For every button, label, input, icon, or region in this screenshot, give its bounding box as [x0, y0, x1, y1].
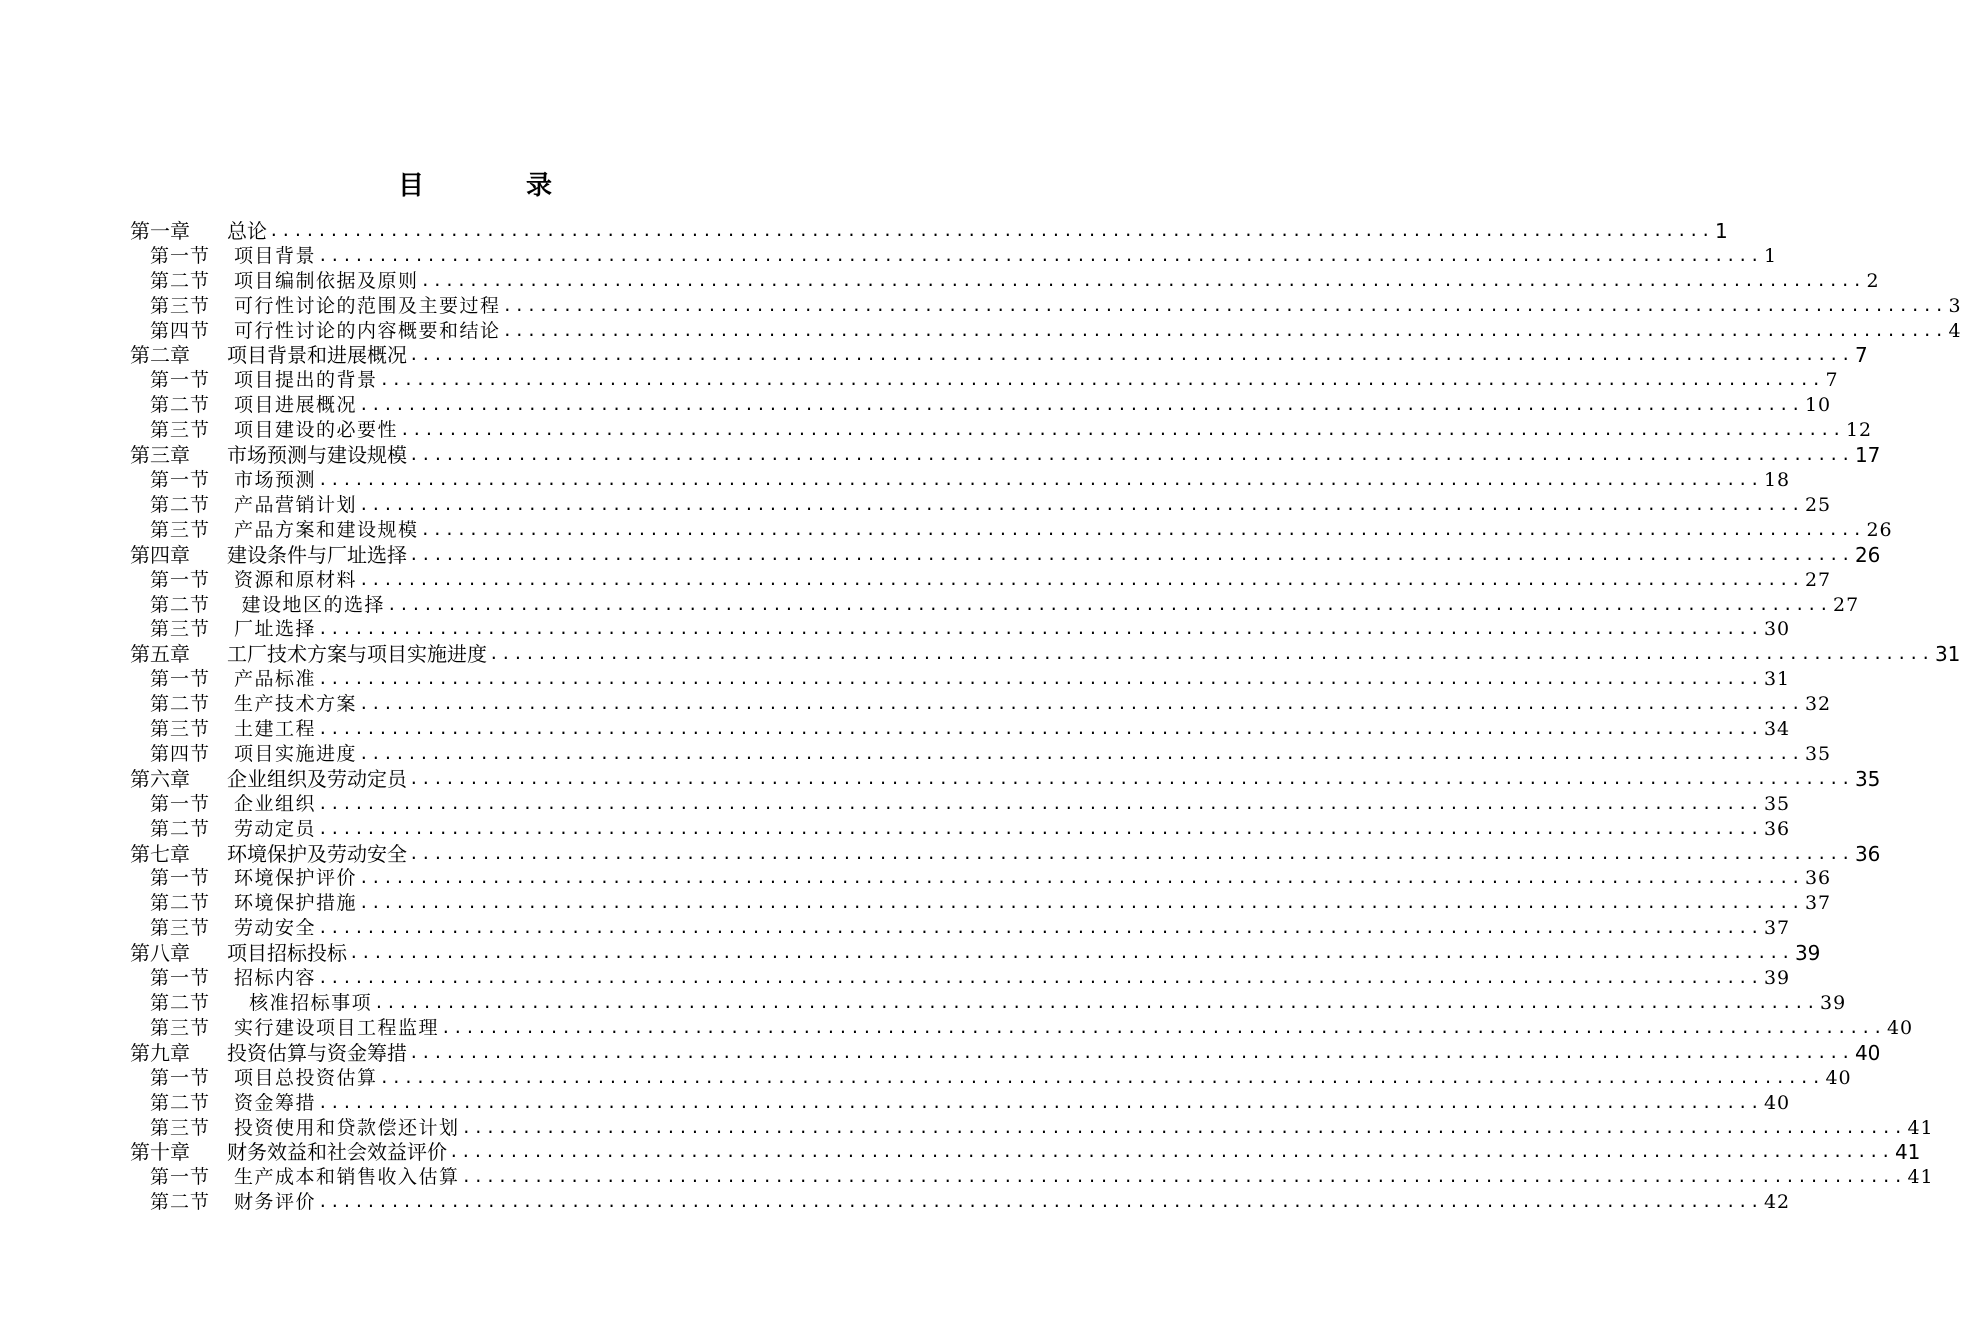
section-number: 第三节 [150, 718, 211, 741]
toc-entry-label [150, 269, 419, 293]
table-of-contents [130, 218, 1962, 1214]
section-title: 可行性讨论的范围及主要过程 [234, 294, 501, 317]
page-number: 36 [1804, 867, 1832, 890]
section-number: 第一节 [150, 468, 211, 491]
section-title: 项目总投资估算 [234, 1066, 378, 1089]
page-number: 3 [1948, 294, 1962, 317]
toc-entry-label [130, 219, 267, 243]
dot-leader: ........................................................................................................................ [359, 868, 1803, 888]
chapter-title: 总论 [227, 218, 267, 243]
dot-leader: ........................................................................................................................ [441, 1017, 1885, 1037]
toc-section-entry [130, 592, 1860, 617]
page-number: 32 [1804, 693, 1832, 716]
toc-entry-label [150, 1016, 439, 1040]
section-title: 资源和原材料 [234, 568, 358, 591]
page-number: 26 [1854, 542, 1881, 567]
chapter-number: 第四章 [130, 542, 190, 567]
toc-chapter-entry [130, 766, 1881, 791]
dot-leader: ........................................................................................................................ [318, 469, 1762, 489]
page-number: 31 [1934, 642, 1961, 667]
toc-entry-label [150, 866, 357, 890]
dot-leader: ........................................................................................................................ [409, 445, 1853, 465]
toc-entry-label [150, 1165, 460, 1189]
dot-leader: ........................................................................................................................ [359, 893, 1803, 913]
chapter-number: 第八章 [130, 941, 190, 966]
section-title: 核准招标事项 [234, 992, 373, 1014]
dot-leader: ........................................................................................................................ [409, 843, 1853, 863]
section-number: 第三节 [150, 618, 211, 641]
section-number: 第二节 [150, 817, 211, 840]
toc-entry-label [150, 1091, 316, 1115]
dot-leader: ........................................................................................................................ [318, 968, 1762, 988]
dot-leader: ........................................................................................................................ [409, 345, 1853, 365]
page-number: 40 [1854, 1040, 1881, 1065]
toc-section-entry [130, 1115, 1934, 1140]
page-number: 37 [1763, 917, 1791, 940]
toc-chapter-entry [130, 542, 1881, 567]
chapter-title: 财务效益和社会效益评价 [227, 1140, 447, 1165]
dot-leader: ........................................................................................................................ [318, 619, 1762, 639]
toc-section-entry [130, 915, 1791, 940]
toc-entry-label [150, 319, 501, 343]
chapter-number: 第二章 [130, 343, 190, 368]
page-number: 7 [1854, 343, 1868, 368]
toc-entry-label [130, 1140, 447, 1164]
chapter-number: 第三章 [130, 443, 190, 468]
section-title: 资金筹措 [234, 1091, 317, 1114]
page-number: 1 [1763, 244, 1778, 267]
section-title: 市场预测 [234, 468, 317, 491]
dot-leader: ........................................................................................................................ [461, 1117, 1906, 1137]
dot-leader: ........................................................................................................................ [318, 793, 1762, 813]
page-number: 42 [1763, 1191, 1791, 1214]
section-title: 企业组织 [234, 792, 317, 815]
section-title: 项目背景 [234, 244, 317, 267]
page-number: 41 [1907, 1116, 1934, 1139]
toc-entry-label [150, 817, 316, 841]
page-number: 40 [1763, 1091, 1791, 1114]
section-title: 生产成本和销售收入估算 [234, 1166, 460, 1189]
toc-entry-label [150, 294, 501, 318]
toc-section-entry [130, 866, 1832, 891]
section-number: 第三节 [150, 1116, 211, 1139]
toc-section-entry [130, 666, 1791, 691]
toc-section-entry [130, 1065, 1852, 1090]
section-number: 第三节 [150, 294, 211, 317]
page-number: 27 [1832, 593, 1860, 616]
toc-entry-label [130, 642, 487, 666]
dot-leader: ........................................................................................................................ [502, 320, 1947, 340]
toc-title: 目 录 [397, 171, 590, 201]
section-title: 建设地区的选择 [234, 593, 386, 616]
toc-entry-label [150, 368, 378, 392]
section-title: 项目编制依据及原则 [234, 269, 419, 292]
dot-leader: ........................................................................................................................ [449, 1142, 1893, 1162]
page-number: 25 [1804, 493, 1832, 516]
page-number: 35 [1854, 766, 1881, 791]
section-title: 项目进展概况 [234, 394, 358, 417]
section-number: 第一节 [150, 792, 211, 815]
dot-leader: ........................................................................................................................ [359, 694, 1803, 714]
section-title: 财务评价 [234, 1191, 317, 1214]
dot-leader: ........................................................................................................................ [349, 943, 1793, 963]
section-title: 环境保护措施 [234, 892, 358, 915]
section-number: 第二节 [150, 1191, 211, 1214]
chapter-number: 第一章 [130, 218, 190, 243]
toc-section-entry [130, 1015, 1914, 1040]
chapter-title: 环境保护及劳动安全 [227, 841, 407, 866]
toc-entry-label [130, 443, 407, 467]
dot-leader: ........................................................................................................................ [359, 743, 1803, 763]
section-number: 第二节 [150, 269, 211, 292]
toc-entry-label [150, 916, 316, 940]
page-number: 12 [1845, 419, 1873, 442]
section-number: 第二节 [150, 1091, 211, 1114]
page-number: 10 [1804, 394, 1832, 417]
toc-entry-label [150, 518, 419, 542]
page-number: 17 [1854, 443, 1881, 468]
dot-leader: ........................................................................................................................ [359, 395, 1803, 415]
toc-entry-label [150, 617, 316, 641]
page-number: 41 [1907, 1166, 1934, 1189]
toc-entry-label [130, 941, 347, 965]
dot-leader: ........................................................................................................................ [318, 1092, 1762, 1112]
toc-section-entry [130, 293, 1962, 318]
page-number: 31 [1763, 668, 1791, 691]
toc-section-entry [130, 741, 1832, 766]
toc-chapter-entry [130, 841, 1881, 866]
dot-leader: ........................................................................................................................ [379, 370, 1824, 390]
dot-leader: ........................................................................................................................ [379, 1067, 1824, 1087]
section-title: 可行性讨论的内容概要和结论 [234, 319, 501, 342]
toc-section-entry [130, 492, 1832, 517]
dot-leader: ........................................................................................................................ [318, 719, 1762, 739]
toc-section-entry [130, 417, 1873, 442]
section-number: 第一节 [150, 1066, 211, 1089]
dot-leader: ........................................................................................................................ [359, 494, 1803, 514]
page-number: 39 [1820, 992, 1847, 1014]
page-number: 41 [1894, 1140, 1921, 1165]
page-number: 35 [1804, 742, 1832, 765]
chapter-title: 建设条件与厂址选择 [227, 542, 407, 567]
dot-leader: ........................................................................................................................ [409, 1042, 1853, 1062]
toc-section-entry [130, 816, 1791, 841]
page-number: 39 [1763, 967, 1791, 990]
toc-entry-label [130, 343, 407, 367]
toc-section-entry [130, 567, 1832, 592]
toc-section-entry [130, 890, 1832, 915]
dot-leader: ........................................................................................................................ [318, 1192, 1762, 1212]
page-number: 4 [1948, 319, 1962, 342]
dot-leader: ........................................................................................................................ [420, 519, 1865, 539]
dot-leader: ........................................................................................................................ [461, 1167, 1906, 1187]
page-number: 37 [1804, 892, 1832, 915]
toc-section-entry [130, 990, 1847, 1015]
page-number: 34 [1763, 718, 1791, 741]
dot-leader: ........................................................................................................................ [502, 295, 1947, 315]
section-title: 产品方案和建设规模 [234, 518, 419, 541]
toc-section-entry [130, 517, 1893, 542]
section-title: 产品标准 [234, 668, 317, 691]
section-title: 产品营销计划 [234, 493, 358, 516]
toc-entry-label [150, 742, 357, 766]
toc-section-entry [130, 965, 1791, 990]
toc-entry-label [130, 842, 407, 866]
toc-entry-label [150, 418, 398, 442]
toc-section-entry [130, 367, 1839, 392]
section-number: 第二节 [150, 394, 211, 417]
page-number: 18 [1763, 468, 1791, 491]
section-title: 项目提出的背景 [234, 369, 378, 392]
toc-entry-label [150, 568, 357, 592]
dot-leader: ........................................................................................................................ [318, 918, 1762, 938]
section-number: 第一节 [150, 967, 211, 990]
section-title: 项目建设的必要性 [234, 419, 399, 442]
section-number: 第二节 [150, 892, 211, 915]
toc-section-entry [130, 791, 1791, 816]
toc-chapter-entry [130, 641, 1961, 667]
section-number: 第四节 [150, 319, 211, 342]
dot-leader: ........................................................................................................................ [318, 818, 1762, 838]
toc-entry-label [150, 667, 316, 691]
toc-section-entry [130, 1090, 1791, 1115]
toc-section-entry [130, 691, 1832, 716]
section-title: 项目实施进度 [234, 742, 358, 765]
toc-entry-label [150, 891, 357, 915]
dot-leader: ........................................................................................................................ [269, 220, 1713, 240]
dot-leader: ........................................................................................................................ [374, 993, 1819, 1012]
section-title: 劳动安全 [234, 917, 317, 940]
toc-section-entry [130, 243, 1778, 268]
page-number: 36 [1763, 817, 1791, 840]
section-number: 第一节 [150, 668, 211, 691]
section-number: 第二节 [150, 992, 211, 1014]
section-title: 劳动定员 [234, 817, 317, 840]
section-number: 第三节 [150, 1016, 211, 1039]
chapter-number: 第九章 [130, 1040, 190, 1065]
chapter-number: 第六章 [130, 766, 190, 791]
dot-leader: ........................................................................................................................ [400, 420, 1844, 440]
toc-entry-label [150, 493, 357, 517]
page-number: 35 [1763, 792, 1791, 815]
chapter-title: 项目招标投标 [227, 941, 347, 966]
dot-leader: ........................................................................................................................ [409, 544, 1853, 564]
page-number: 39 [1794, 941, 1821, 966]
section-number: 第二节 [150, 593, 211, 616]
toc-entry-label [150, 966, 316, 990]
dot-leader: ........................................................................................................................ [318, 245, 1762, 265]
toc-section-entry [130, 1189, 1791, 1214]
section-title: 招标内容 [234, 967, 317, 990]
toc-entry-label [130, 767, 407, 791]
toc-entry-label [150, 593, 385, 617]
toc-chapter-entry [130, 1140, 1921, 1165]
page-number: 40 [1886, 1016, 1914, 1039]
toc-entry-label [150, 991, 372, 1015]
chapter-number: 第十章 [130, 1140, 190, 1165]
toc-section-entry [130, 1164, 1934, 1189]
toc-entry-label [150, 1190, 316, 1214]
toc-entry-label [150, 792, 316, 816]
section-number: 第三节 [150, 518, 211, 541]
section-title: 土建工程 [234, 718, 317, 741]
dot-leader: ........................................................................................................................ [409, 768, 1853, 788]
page-number: 26 [1866, 518, 1893, 541]
toc-entry-label [150, 1066, 378, 1090]
toc-section-entry [130, 716, 1791, 741]
section-number: 第一节 [150, 1166, 211, 1189]
section-number: 第三节 [150, 917, 211, 940]
toc-entry-label [130, 543, 407, 567]
toc-section-entry [130, 617, 1791, 642]
toc-entry-label [150, 1116, 460, 1140]
page-number: 40 [1825, 1066, 1852, 1089]
toc-section-entry [130, 392, 1832, 417]
section-number: 第二节 [150, 693, 211, 716]
section-title: 生产技术方案 [234, 693, 358, 716]
dot-leader: ........................................................................................................................ [318, 669, 1762, 689]
chapter-title: 项目背景和进展概况 [227, 343, 407, 368]
toc-entry-label [150, 692, 357, 716]
dot-leader: ........................................................................................................................ [489, 644, 1933, 664]
toc-entry-label [150, 717, 316, 741]
dot-leader: ........................................................................................................................ [387, 594, 1831, 614]
chapter-title: 工厂技术方案与项目实施进度 [227, 642, 487, 667]
chapter-number: 第七章 [130, 841, 190, 866]
toc-chapter-entry [130, 442, 1881, 468]
toc-entry-label [130, 1041, 407, 1065]
section-number: 第三节 [150, 419, 211, 442]
page-number: 27 [1804, 568, 1832, 591]
toc-entry-label [150, 468, 316, 492]
toc-chapter-entry [130, 940, 1821, 966]
dot-leader: ........................................................................................................................ [359, 569, 1803, 589]
chapter-title: 企业组织及劳动定员 [227, 766, 407, 791]
page-number: 7 [1825, 369, 1839, 392]
chapter-number: 第五章 [130, 642, 190, 667]
toc-section-entry [130, 268, 1880, 293]
dot-leader: ........................................................................................................................ [420, 270, 1865, 290]
section-title: 环境保护评价 [234, 867, 358, 890]
toc-entry-label [150, 244, 316, 268]
section-title: 厂址选择 [234, 618, 317, 641]
page-number: 1 [1714, 218, 1728, 243]
section-number: 第一节 [150, 369, 211, 392]
toc-chapter-entry [130, 218, 1728, 243]
chapter-title: 投资估算与资金筹措 [227, 1040, 407, 1065]
chapter-title: 市场预测与建设规模 [227, 443, 407, 468]
section-number: 第一节 [150, 244, 211, 267]
page-number: 36 [1854, 841, 1881, 866]
section-title: 投资使用和贷款偿还计划 [234, 1116, 460, 1139]
toc-chapter-entry [130, 343, 1868, 368]
section-number: 第一节 [150, 568, 211, 591]
page-number: 30 [1763, 618, 1791, 641]
section-number: 第二节 [150, 493, 211, 516]
toc-section-entry [130, 318, 1962, 343]
toc-chapter-entry [130, 1040, 1881, 1065]
toc-entry-label [150, 393, 357, 417]
toc-section-entry [130, 467, 1791, 492]
page-number: 2 [1866, 269, 1880, 292]
section-number: 第四节 [150, 742, 211, 765]
section-title: 实行建设项目工程监理 [234, 1016, 440, 1039]
section-number: 第一节 [150, 867, 211, 890]
